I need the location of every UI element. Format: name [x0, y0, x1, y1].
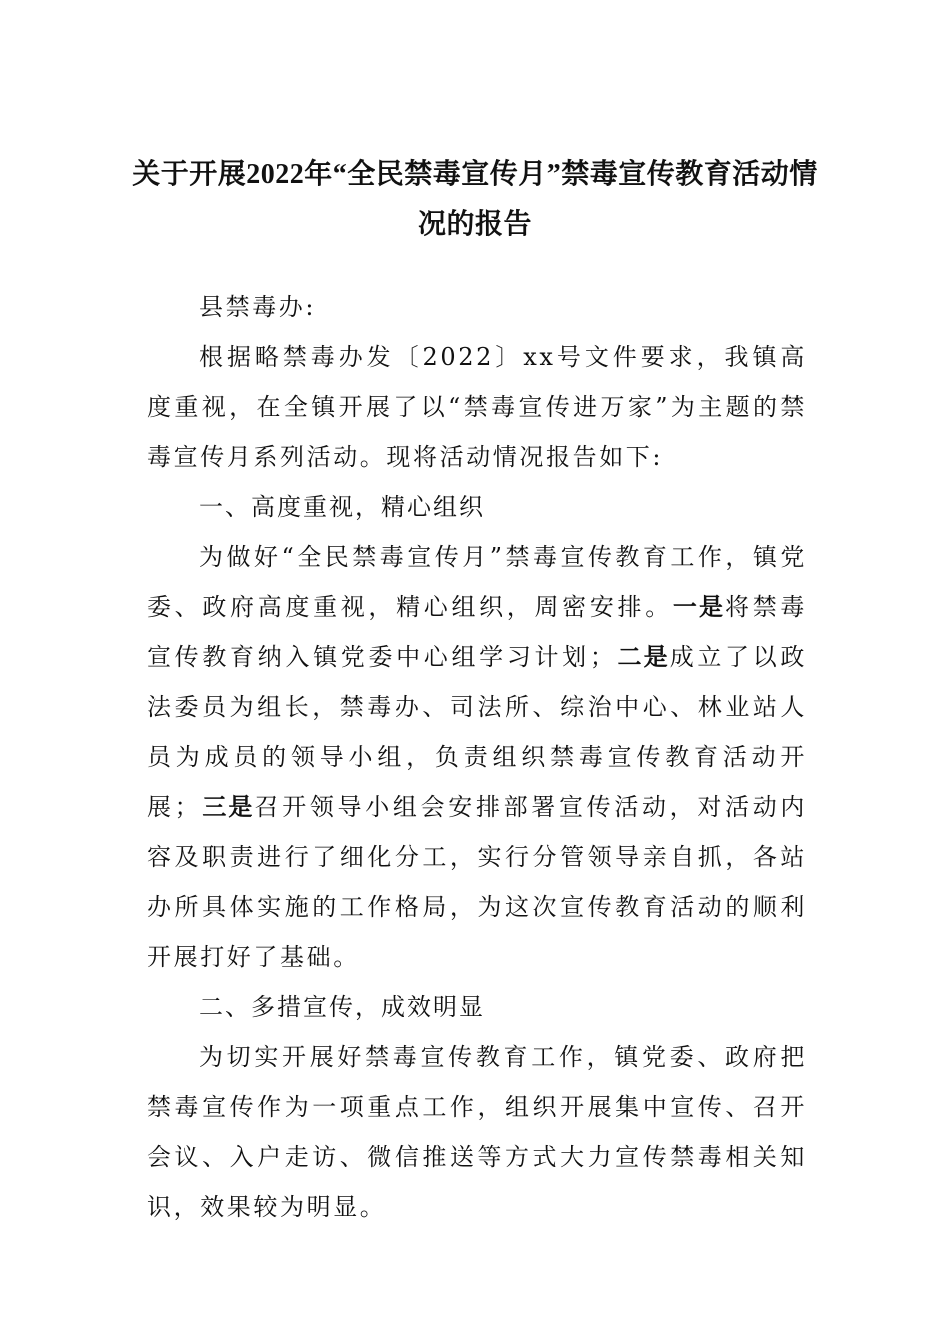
intro-paragraph: 根据略禁毒办发〔2022〕xx号文件要求，我镇高度重视，在全镇开展了以“禁毒宣传进万家”为主题的禁毒宣传月系列活动。现将活动情况报告如下: — [147, 343, 807, 471]
keyword-second: 二是 — [616, 643, 670, 671]
document-title: 关于开展2022年“全民禁毒宣传月”禁毒宣传教育活动情况的报告 — [132, 159, 818, 240]
section-2-paragraph: 为切实开展好禁毒宣传教育工作，镇党委、政府把禁毒宣传作为一项重点工作，组织开展集中宣传、召开会议、入户走访、微信推送等方式大力宣传禁毒相关知识，效果较为明显。 — [147, 1043, 807, 1221]
section-1-text-second: 成立了以政法委员为组长，禁毒办、司法所、综治中心、林业站人员为成员的领导小组，负责组织禁毒宣传教育活动开展； — [147, 643, 807, 821]
keyword-first: 一是 — [672, 593, 726, 621]
salutation: 县禁毒办: — [199, 293, 317, 321]
document-body — [147, 282, 807, 1232]
section-heading-1: 一、高度重视，精心组织 — [199, 493, 485, 521]
section-1-paragraph — [147, 532, 807, 982]
section-1-text-third: 召开领导小组会安排部署宣传活动，对活动内容及职责进行了细化分工，实行分管领导亲自抓，各站办所具体实施的工作格局，为这次宣传教育活动的顺利开展打好了基础。 — [147, 793, 807, 971]
keyword-third: 三是 — [201, 793, 255, 821]
section-heading-2: 二、多措宣传，成效明显 — [199, 993, 485, 1021]
section-1-text-start: 为做好“全民禁毒宣传月”禁毒宣传教育工作，镇党委、政府高度重视，精心组织，周密安排。 — [147, 543, 807, 621]
section-1-text-first: 将禁毒宣传教育纳入镇党委中心组学习计划； — [147, 593, 807, 671]
